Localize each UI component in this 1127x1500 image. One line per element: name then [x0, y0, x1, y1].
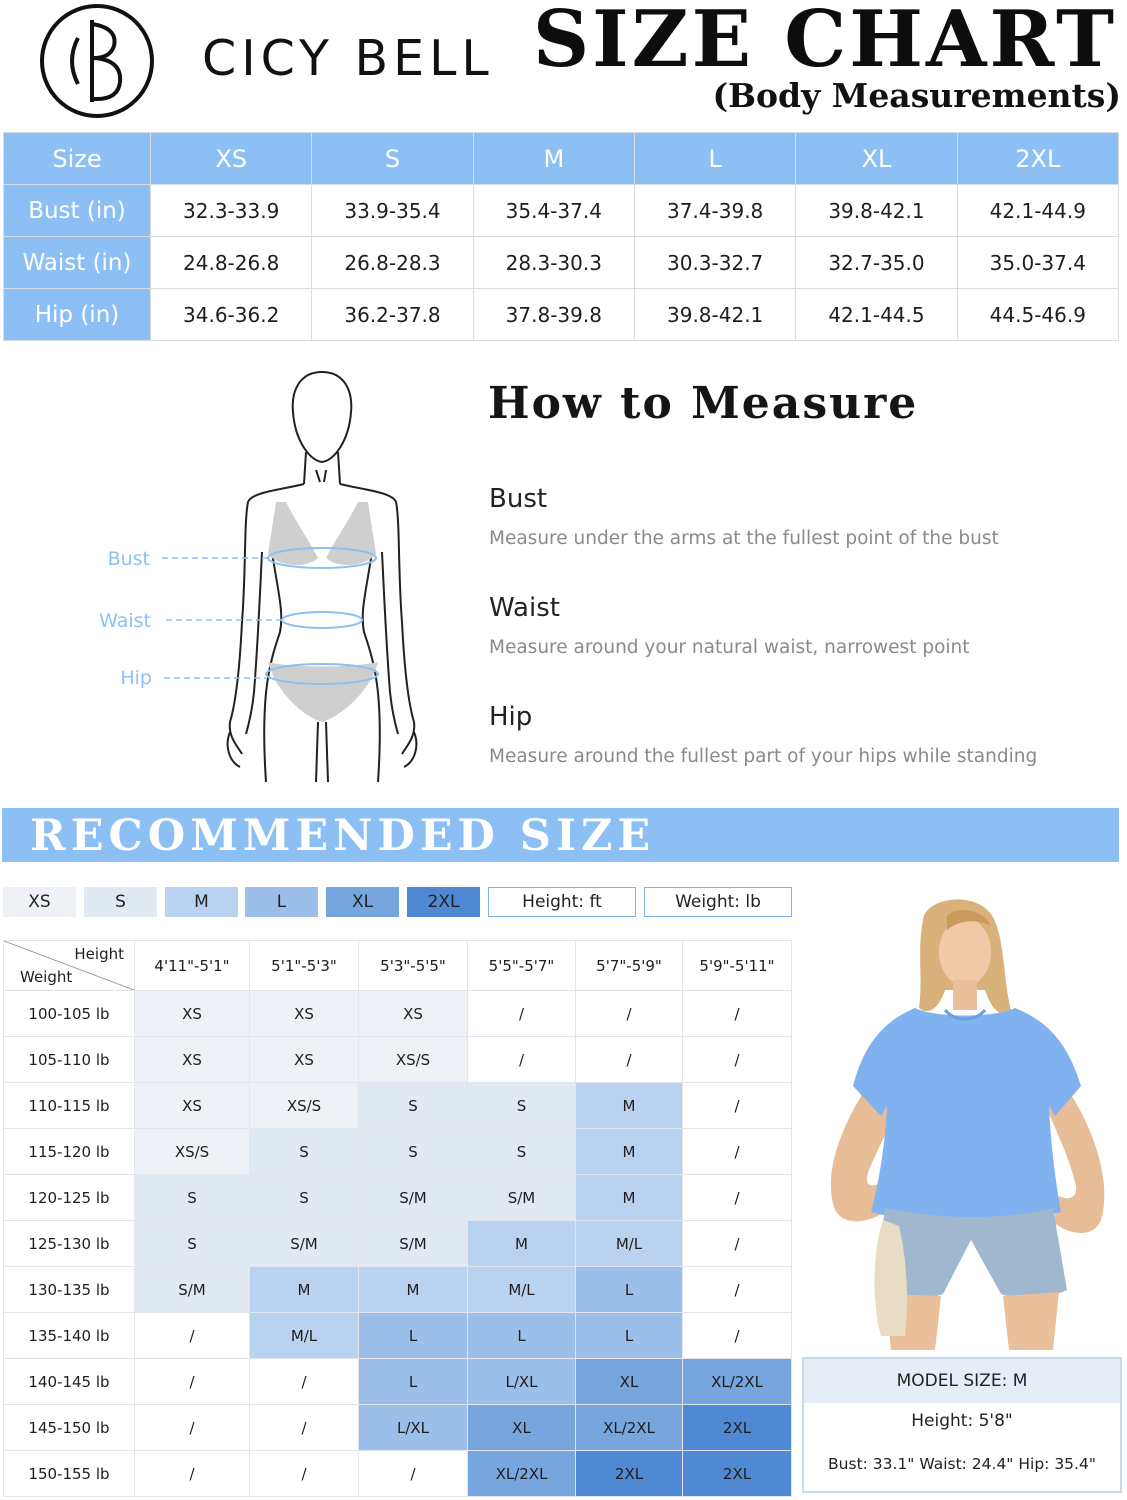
size-cell: L	[576, 1313, 683, 1359]
table-row-hip	[4, 289, 1119, 341]
table-row	[4, 1221, 792, 1267]
measure-cell: 42.1-44.5	[796, 289, 957, 341]
model-info-box	[802, 1357, 1122, 1493]
size-cell: /	[250, 1451, 359, 1497]
size-cell: S	[135, 1221, 250, 1267]
size-cell: L	[359, 1359, 468, 1405]
size-header-cell: L	[634, 133, 795, 185]
weight-label-cell: 140-145 lb	[4, 1359, 135, 1405]
legend-swatch-2xl: 2XL	[407, 887, 480, 917]
measure-cell: 24.8-26.8	[151, 237, 312, 289]
size-cell: S	[359, 1083, 468, 1129]
how-to-measure-title: How to Measure	[488, 378, 919, 429]
size-cell: /	[359, 1451, 468, 1497]
size-cell: M/L	[576, 1221, 683, 1267]
size-cell: /	[468, 991, 576, 1037]
size-cell: XS	[135, 991, 250, 1037]
size-header-cell: 2XL	[957, 133, 1118, 185]
table-row	[4, 1267, 792, 1313]
model-height-label: Height: 5'8"	[911, 1411, 1013, 1431]
recommended-size-table	[3, 940, 792, 1497]
size-cell: M/L	[468, 1267, 576, 1313]
weight-label-cell: 120-125 lb	[4, 1175, 135, 1221]
size-cell: L	[359, 1313, 468, 1359]
size-cell: /	[135, 1359, 250, 1405]
measure-cell: 37.4-39.8	[634, 185, 795, 237]
size-cell: M	[359, 1267, 468, 1313]
weight-label-cell: 115-120 lb	[4, 1129, 135, 1175]
figure-label-bust: Bust	[107, 548, 150, 570]
size-cell: /	[576, 1037, 683, 1083]
size-cell: XL/2XL	[683, 1359, 792, 1405]
size-cell: XS/S	[250, 1083, 359, 1129]
table-row	[4, 1359, 792, 1405]
size-cell: S	[468, 1129, 576, 1175]
measure-cell: 28.3-30.3	[473, 237, 634, 289]
brand-logo-icon	[38, 2, 156, 120]
legend-weight-unit: Weight: lb	[644, 887, 792, 917]
model-measurements-label: Bust: 33.1" Waist: 24.4" Hip: 35.4"	[828, 1455, 1096, 1473]
figure-label-hip: Hip	[120, 667, 152, 689]
brand-name: CICY BELL	[202, 30, 494, 87]
size-cell: M	[250, 1267, 359, 1313]
table-row	[4, 1083, 792, 1129]
height-header-cell: 5'9"-5'11"	[683, 941, 792, 991]
size-cell: /	[683, 1175, 792, 1221]
size-cell: /	[576, 991, 683, 1037]
size-cell: M	[468, 1221, 576, 1267]
weight-label-cell: 150-155 lb	[4, 1451, 135, 1497]
size-cell: XS/S	[359, 1037, 468, 1083]
row-label: Hip (in)	[4, 289, 151, 341]
size-cell: M	[576, 1175, 683, 1221]
size-cell: S/M	[135, 1267, 250, 1313]
measure-cell: 34.6-36.2	[151, 289, 312, 341]
size-cell: XL/2XL	[468, 1451, 576, 1497]
table-row	[4, 1129, 792, 1175]
weight-label-cell: 130-135 lb	[4, 1267, 135, 1313]
measure-cell: 33.9-35.4	[312, 185, 473, 237]
measure-cell: 35.0-37.4	[957, 237, 1118, 289]
size-cell: S	[468, 1083, 576, 1129]
size-cell: 2XL	[683, 1405, 792, 1451]
corner-cell	[4, 941, 135, 991]
corner-weight-label: Weight	[20, 968, 73, 986]
table-row	[4, 1451, 792, 1497]
size-cell: /	[683, 991, 792, 1037]
size-cell: 2XL	[683, 1451, 792, 1497]
weight-label-cell: 125-130 lb	[4, 1221, 135, 1267]
table-row	[4, 1405, 792, 1451]
size-cell: /	[683, 1037, 792, 1083]
size-cell: S/M	[359, 1175, 468, 1221]
size-cell: /	[135, 1313, 250, 1359]
body-measurement-table	[3, 132, 1119, 341]
recommended-size-title: RECOMMENDED SIZE	[30, 811, 656, 861]
size-cell: /	[468, 1037, 576, 1083]
size-cell: L/XL	[359, 1405, 468, 1451]
size-cell: /	[683, 1267, 792, 1313]
size-header-row	[4, 133, 1119, 185]
height-header-cell: 5'5"-5'7"	[468, 941, 576, 991]
size-cell: XS/S	[135, 1129, 250, 1175]
size-cell: /	[135, 1451, 250, 1497]
size-cell: /	[683, 1313, 792, 1359]
size-cell: /	[683, 1129, 792, 1175]
size-cell: L	[576, 1267, 683, 1313]
measure-cell: 37.8-39.8	[473, 289, 634, 341]
row-label: Bust (in)	[4, 185, 151, 237]
measure-cell: 42.1-44.9	[957, 185, 1118, 237]
size-cell: XS	[135, 1083, 250, 1129]
size-cell: XS	[359, 991, 468, 1037]
height-header-cell: 5'7"-5'9"	[576, 941, 683, 991]
model-photo-icon	[805, 890, 1123, 1350]
how-heading-bust: Bust	[489, 484, 548, 514]
size-cell: XS	[250, 991, 359, 1037]
measure-cell: 36.2-37.8	[312, 289, 473, 341]
how-heading-waist: Waist	[489, 593, 560, 623]
model-size-label: MODEL SIZE: M	[804, 1359, 1120, 1403]
measure-cell: 39.8-42.1	[796, 185, 957, 237]
size-corner-cell: Size	[4, 133, 151, 185]
table-row-waist	[4, 237, 1119, 289]
height-header-cell: 5'1"-5'3"	[250, 941, 359, 991]
how-text-waist: Measure around your natural waist, narrowest point	[489, 637, 970, 658]
size-cell: M	[576, 1083, 683, 1129]
measure-cell: 32.7-35.0	[796, 237, 957, 289]
measure-cell: 35.4-37.4	[473, 185, 634, 237]
weight-label-cell: 145-150 lb	[4, 1405, 135, 1451]
corner-height-label: Height	[74, 945, 124, 963]
size-cell: L/XL	[468, 1359, 576, 1405]
size-cell: /	[250, 1405, 359, 1451]
size-cell: M/L	[250, 1313, 359, 1359]
size-cell: XL	[576, 1359, 683, 1405]
size-header-cell: M	[473, 133, 634, 185]
height-header-cell: 5'3"-5'5"	[359, 941, 468, 991]
measure-cell: 32.3-33.9	[151, 185, 312, 237]
size-header-cell: XL	[796, 133, 957, 185]
measure-cell: 39.8-42.1	[634, 289, 795, 341]
measure-cell: 44.5-46.9	[957, 289, 1118, 341]
body-outline-figure-icon	[90, 362, 430, 792]
size-cell: XL	[468, 1405, 576, 1451]
size-cell: /	[250, 1359, 359, 1405]
size-cell: S	[250, 1129, 359, 1175]
legend-swatch-s: S	[84, 887, 157, 917]
size-header-cell: XS	[151, 133, 312, 185]
size-cell: S/M	[468, 1175, 576, 1221]
page-title: SIZE CHART	[532, 0, 1117, 85]
weight-label-cell: 100-105 lb	[4, 991, 135, 1037]
size-header-cell: S	[312, 133, 473, 185]
size-cell: S	[359, 1129, 468, 1175]
table-row	[4, 1175, 792, 1221]
how-text-bust: Measure under the arms at the fullest point of the bust	[489, 528, 999, 549]
legend-height-unit: Height: ft	[488, 887, 636, 917]
size-cell: XS	[135, 1037, 250, 1083]
weight-label-cell: 135-140 lb	[4, 1313, 135, 1359]
table-row	[4, 991, 792, 1037]
size-cell: L	[468, 1313, 576, 1359]
size-cell: /	[135, 1405, 250, 1451]
row-label: Waist (in)	[4, 237, 151, 289]
page-subtitle: (Body Measurements)	[712, 76, 1121, 115]
height-header-row	[4, 941, 792, 991]
size-cell: 2XL	[576, 1451, 683, 1497]
table-row	[4, 1037, 792, 1083]
measure-cell: 26.8-28.3	[312, 237, 473, 289]
size-cell: S/M	[359, 1221, 468, 1267]
size-cell: XS	[250, 1037, 359, 1083]
weight-label-cell: 105-110 lb	[4, 1037, 135, 1083]
size-cell: XL/2XL	[576, 1405, 683, 1451]
measure-cell: 30.3-32.7	[634, 237, 795, 289]
figure-label-waist: Waist	[99, 610, 151, 632]
size-cell: M	[576, 1129, 683, 1175]
weight-label-cell: 110-115 lb	[4, 1083, 135, 1129]
how-text-hip: Measure around the fullest part of your hips while standing	[489, 746, 1038, 767]
size-cell: S/M	[250, 1221, 359, 1267]
recommended-size-banner	[2, 808, 1119, 862]
table-row-bust	[4, 185, 1119, 237]
legend-swatch-m: M	[165, 887, 238, 917]
size-cell: /	[683, 1083, 792, 1129]
recommended-size-body	[4, 991, 792, 1497]
legend-swatch-xl: XL	[326, 887, 399, 917]
legend-swatch-l: L	[245, 887, 318, 917]
height-header-cell: 4'11"-5'1"	[135, 941, 250, 991]
legend-swatch-xs: XS	[3, 887, 76, 917]
size-cell: S	[250, 1175, 359, 1221]
table-row	[4, 1313, 792, 1359]
how-heading-hip: Hip	[489, 702, 533, 732]
size-cell: S	[135, 1175, 250, 1221]
size-cell: /	[683, 1221, 792, 1267]
